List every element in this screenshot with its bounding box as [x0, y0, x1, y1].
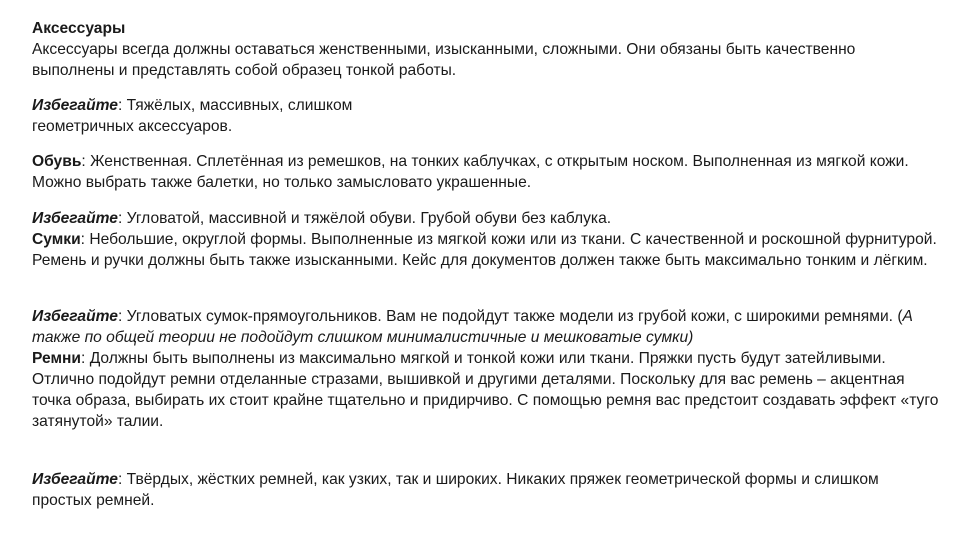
belts-avoid-text: : Твёрдых, жёстких ремней, как узких, так и широких. Никаких пряжек геометрической формы и слишком простых ремней. — [32, 471, 879, 509]
bags-text: : Небольшие, округлой формы. Выполненные из мягкой кожи или из ткани. С качественной и роскошной фурнитурой. Ремень и ручки должны быть также изысканными. Кейс для документов должен также быть максимально тонким и лёгким. — [32, 231, 937, 269]
avoid-label: Избегайте — [32, 308, 118, 325]
intro-text: Аксессуары всегда должны оставаться женственными, изысканными, сложными. Они обязаны быть качественно выполнены и представлять собой образец тонкой работы. — [32, 41, 856, 79]
shoes-avoid-text: : Угловатой, массивной и тяжёлой обуви. Грубой обуви без каблука. — [117, 210, 612, 227]
bags-avoid-belts-block — [32, 306, 942, 432]
belts-text: : Должны быть выполнены из максимально мягкой и тонкой кожи или ткани. Пряжки пусть будут затейливыми. Отлично подойдут ремни отделанные стразами, вышивкой и другими деталями. Поскольку для вас ремень – акцентная точка образа, выбирать их стоит крайне тщательно и придирчиво. С помощью ремня вас предстоит создавать эффект «туго затянутой» талии. — [32, 350, 939, 430]
avoid-label: Избегайте — [32, 210, 118, 227]
shoes-block — [32, 151, 942, 193]
accessories-avoid — [32, 95, 432, 137]
accessories-avoid-text: : Тяжёлых, массивных, слишком геометричных аксессуаров. — [32, 97, 353, 135]
section-title: Аксессуары — [32, 20, 126, 37]
intro-block — [32, 18, 942, 81]
bags-avoid-note: А также по общей теории не подойдут слишком минималистичные и мешковатые сумки) — [32, 308, 913, 346]
shoes-avoid-bags-block — [32, 208, 942, 271]
belts-label: Ремни — [32, 350, 82, 367]
avoid-label: Избегайте — [32, 97, 118, 114]
avoid-label: Избегайте — [32, 471, 118, 488]
bags-label: Сумки — [32, 231, 81, 248]
bags-avoid-text: : Угловатых сумок-прямоугольников. Вам не подойдут также модели из грубой кожи, с широкими ремнями. ( — [117, 308, 903, 325]
shoes-text: : Женственная. Сплетённая из ремешков, на тонких каблучках, с открытым носком. Выполненная из мягкой кожи. Можно выбрать также балетки, но только замысловато украшенные. — [32, 153, 909, 191]
belts-avoid-block — [32, 469, 942, 511]
shoes-label: Обувь — [32, 153, 82, 170]
